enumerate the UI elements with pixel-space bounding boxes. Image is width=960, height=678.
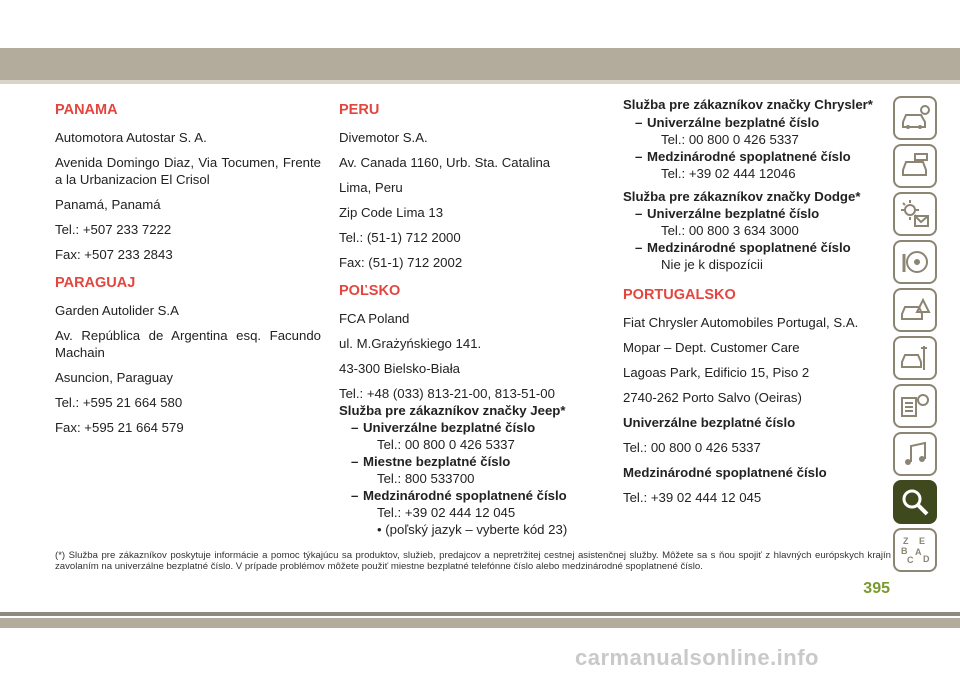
dash: – bbox=[635, 115, 643, 130]
column-left bbox=[55, 96, 321, 444]
tab-index[interactable] bbox=[893, 528, 937, 572]
dash: – bbox=[351, 488, 359, 503]
dash: – bbox=[635, 206, 643, 221]
panama-line: Fax: +507 233 2843 bbox=[55, 247, 173, 262]
peru-line: Zip Code Lima 13 bbox=[339, 205, 444, 220]
portugal-line: Fiat Chrysler Automobiles Portugal, S.A. bbox=[623, 315, 859, 330]
jeep-item-label bbox=[339, 419, 601, 436]
tab-multimedia[interactable] bbox=[893, 432, 937, 476]
tab-car-info[interactable] bbox=[893, 96, 937, 140]
section-title-panama: PANAMA bbox=[55, 102, 118, 118]
chrysler-item-value: Tel.: 00 800 0 426 5337 bbox=[661, 132, 799, 147]
label-text: Medzinárodné spoplatnené číslo bbox=[363, 488, 567, 503]
page-top-margin bbox=[0, 0, 960, 48]
tab-safety[interactable] bbox=[893, 240, 937, 284]
dash: – bbox=[635, 149, 643, 164]
dodge-item-label bbox=[623, 239, 885, 256]
dashboard-car-icon bbox=[899, 150, 931, 182]
svg-text:E: E bbox=[919, 536, 926, 546]
dash: – bbox=[351, 454, 359, 469]
paraguay-line: Fax: +595 21 664 579 bbox=[55, 420, 184, 435]
multimedia-icon bbox=[899, 438, 931, 470]
panama-line: Tel.: +507 233 7222 bbox=[55, 222, 172, 237]
portugal-line: 2740-262 Porto Salvo (Oeiras) bbox=[623, 390, 802, 405]
label-text: Univerzálne bezplatné číslo bbox=[647, 206, 820, 221]
tab-dashboard[interactable] bbox=[893, 144, 937, 188]
spec-gear-icon bbox=[899, 390, 931, 422]
paraguay-line: Asuncion, Paraguay bbox=[55, 370, 174, 385]
label-text: Miestne bezplatné číslo bbox=[363, 454, 511, 469]
footnote: (*) Služba pre zákazníkov poskytuje informácie a pomoc týkajúcu sa produktov, služieb, predajcov a nepretržitej cestnej asistenčnej služby. Môžete sa s ňou spojiť z hlavných európskych krajín zavolaním na univerzálne bezplatné číslo. V prípade problémov môžete použiť miestne bezplatné telefónne číslo alebo medzinárodné spoplatnené číslo. bbox=[55, 550, 891, 572]
portugal-line: Mopar – Dept. Customer Care bbox=[623, 340, 800, 355]
peru-line: Tel.: (51-1) 712 2000 bbox=[339, 230, 461, 245]
poland-line: ul. M.Grażyńskiego 141. bbox=[339, 336, 482, 351]
svg-text:Z: Z bbox=[903, 536, 909, 546]
chrysler-item-value: Tel.: +39 02 444 12046 bbox=[661, 166, 796, 181]
svg-text:C: C bbox=[907, 555, 914, 565]
tab-specifications[interactable] bbox=[893, 384, 937, 428]
tab-emergency[interactable] bbox=[893, 288, 937, 332]
car-warning-icon bbox=[899, 294, 931, 326]
label-text: Medzinárodné spoplatnené číslo bbox=[647, 240, 851, 255]
jeep-item-value: Tel.: +39 02 444 12 045 bbox=[377, 505, 516, 520]
footer-stripe bbox=[0, 612, 960, 616]
jeep-item-value: Tel.: 00 800 0 426 5337 bbox=[377, 437, 515, 452]
poland-line: 43-300 Bielsko-Biała bbox=[339, 361, 460, 376]
dodge-item-label bbox=[623, 205, 885, 222]
label-text: Univerzálne bezplatné číslo bbox=[363, 420, 536, 435]
peru-line: Divemotor S.A. bbox=[339, 130, 428, 145]
panama-line: Automotora Autostar S. A. bbox=[55, 130, 207, 145]
panama-line: Avenida Domingo Diaz, Via Tocumen, Frente a la Urbanizacion El Crisol bbox=[55, 155, 321, 187]
footer-band bbox=[0, 618, 960, 628]
portugal-intl-label: Medzinárodné spoplatnené číslo bbox=[623, 465, 827, 480]
paraguay-line: Garden Autolider S.A bbox=[55, 303, 179, 318]
header-band-stripe bbox=[0, 80, 960, 84]
paraguay-line: Av. República de Argentina esq. Facundo Machain bbox=[55, 328, 321, 360]
chrysler-item-label bbox=[623, 114, 885, 131]
dash: – bbox=[351, 420, 359, 435]
page-number: 395 bbox=[863, 580, 890, 597]
label-text: Univerzálne bezplatné číslo bbox=[647, 115, 820, 130]
jeep-heading: Služba pre zákazníkov značky Jeep* bbox=[339, 403, 566, 418]
section-title-poland: POĽSKO bbox=[339, 283, 401, 299]
svg-text:A: A bbox=[915, 547, 922, 557]
tab-maintenance[interactable] bbox=[893, 336, 937, 380]
label-text: Medzinárodné spoplatnené číslo bbox=[647, 149, 851, 164]
dodge-item-value: Nie je k dispozícii bbox=[661, 257, 763, 272]
svg-text:D: D bbox=[923, 554, 930, 564]
svg-text:B: B bbox=[901, 546, 908, 556]
dash: – bbox=[635, 240, 643, 255]
alphabet-index-icon bbox=[899, 534, 931, 566]
chrysler-item-label bbox=[623, 148, 885, 165]
chapter-tabs bbox=[893, 96, 943, 576]
search-icon bbox=[899, 486, 931, 518]
portugal-line: Lagoas Park, Edificio 15, Piso 2 bbox=[623, 365, 810, 380]
portugal-free-value: Tel.: 00 800 0 426 5337 bbox=[623, 440, 761, 455]
jeep-item-label bbox=[339, 487, 601, 504]
peru-line: Av. Canada 1160, Urb. Sta. Catalina bbox=[339, 155, 551, 170]
portugal-free-label: Univerzálne bezplatné číslo bbox=[623, 415, 796, 430]
section-title-paraguay: PARAGUAJ bbox=[55, 275, 136, 291]
dodge-heading: Služba pre zákazníkov značky Dodge* bbox=[623, 189, 861, 204]
chrysler-heading: Služba pre zákazníkov značky Chrysler* bbox=[623, 97, 873, 112]
jeep-item-value: Tel.: 800 533700 bbox=[377, 471, 475, 486]
header-band bbox=[0, 48, 960, 80]
section-title-portugal: PORTUGALSKO bbox=[623, 287, 736, 303]
column-middle bbox=[339, 96, 601, 538]
watermark: carmanualsonline.info bbox=[575, 645, 819, 670]
section-title-peru: PERU bbox=[339, 102, 380, 118]
tab-warning-lights[interactable] bbox=[893, 192, 937, 236]
column-right bbox=[623, 96, 885, 514]
car-info-icon bbox=[899, 102, 931, 134]
jeep-item-label bbox=[339, 453, 601, 470]
panama-line: Panamá, Panamá bbox=[55, 197, 161, 212]
paraguay-line: Tel.: +595 21 664 580 bbox=[55, 395, 183, 410]
peru-line: Fax: (51-1) 712 2002 bbox=[339, 255, 463, 270]
jeep-note: • (poľský jazyk – vyberte kód 23) bbox=[377, 522, 568, 537]
poland-line: Tel.: +48 (033) 813-21-00, 813-51-00 bbox=[339, 386, 555, 401]
peru-line: Lima, Peru bbox=[339, 180, 403, 195]
steering-airbag-icon bbox=[899, 246, 931, 278]
warning-light-icon bbox=[899, 198, 931, 230]
dodge-item-value: Tel.: 00 800 3 634 3000 bbox=[661, 223, 799, 238]
portugal-intl-value: Tel.: +39 02 444 12 045 bbox=[623, 490, 762, 505]
poland-line: FCA Poland bbox=[339, 311, 410, 326]
car-tools-icon bbox=[899, 342, 931, 374]
tab-customer-assistance[interactable] bbox=[893, 480, 937, 524]
